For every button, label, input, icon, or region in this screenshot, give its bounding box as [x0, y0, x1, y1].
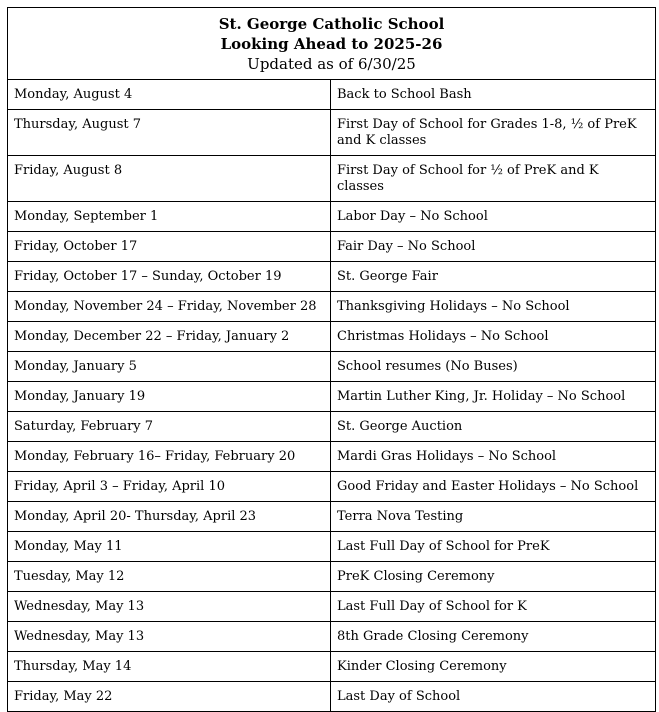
event-date: Monday, February 16– Friday, February 20: [8, 442, 331, 472]
event-description: St. George Fair: [331, 262, 656, 292]
event-description: St. George Auction: [331, 412, 656, 442]
event-description: Labor Day – No School: [331, 202, 656, 232]
event-description: First Day of School for ½ of PreK and K classes: [331, 156, 656, 202]
table-row: [8, 232, 656, 262]
table-row: [8, 292, 656, 322]
table-row: [8, 156, 656, 202]
event-date: Monday, September 1: [8, 202, 331, 232]
table-row: [8, 80, 656, 110]
table-row: [8, 532, 656, 562]
table-row: [8, 262, 656, 292]
event-description: Kinder Closing Ceremony: [331, 652, 656, 682]
event-date: Monday, January 5: [8, 352, 331, 382]
table-row: [8, 502, 656, 532]
event-date: Monday, August 4: [8, 80, 331, 110]
event-description: Last Full Day of School for K: [331, 592, 656, 622]
header-cell: [8, 8, 656, 80]
table-row: [8, 412, 656, 442]
table-row: [8, 562, 656, 592]
event-description: School resumes (No Buses): [331, 352, 656, 382]
table-row: [8, 322, 656, 352]
event-description: Last Full Day of School for PreK: [331, 532, 656, 562]
event-date: Friday, October 17 – Sunday, October 19: [8, 262, 331, 292]
table-row: [8, 682, 656, 712]
event-date: Wednesday, May 13: [8, 622, 331, 652]
updated-date: Updated as of 6/30/25: [247, 55, 416, 73]
calendar-table: [7, 7, 656, 712]
event-description: Thanksgiving Holidays – No School: [331, 292, 656, 322]
event-description: First Day of School for Grades 1-8, ½ of PreK and K classes: [331, 110, 656, 156]
event-description: Good Friday and Easter Holidays – No School: [331, 472, 656, 502]
event-date: Tuesday, May 12: [8, 562, 331, 592]
event-description: PreK Closing Ceremony: [331, 562, 656, 592]
table-row: [8, 472, 656, 502]
event-date: Friday, October 17: [8, 232, 331, 262]
event-date: Monday, November 24 – Friday, November 28: [8, 292, 331, 322]
event-date: Thursday, May 14: [8, 652, 331, 682]
event-description: Fair Day – No School: [331, 232, 656, 262]
table-row: [8, 592, 656, 622]
header-row: [8, 8, 656, 80]
event-description: Terra Nova Testing: [331, 502, 656, 532]
event-date: Friday, May 22: [8, 682, 331, 712]
event-description: Christmas Holidays – No School: [331, 322, 656, 352]
event-date: Friday, August 8: [8, 156, 331, 202]
event-description: Last Day of School: [331, 682, 656, 712]
event-description: Back to School Bash: [331, 80, 656, 110]
event-description: 8th Grade Closing Ceremony: [331, 622, 656, 652]
calendar-subtitle: Looking Ahead to 2025-26: [220, 35, 443, 53]
event-date: Saturday, February 7: [8, 412, 331, 442]
event-description: Mardi Gras Holidays – No School: [331, 442, 656, 472]
table-row: [8, 652, 656, 682]
school-name: St. George Catholic School: [218, 15, 445, 33]
event-date: Monday, January 19: [8, 382, 331, 412]
table-row: [8, 110, 656, 156]
table-row: [8, 622, 656, 652]
calendar-document: [7, 7, 655, 712]
event-date: Monday, December 22 – Friday, January 2: [8, 322, 331, 352]
table-row: [8, 442, 656, 472]
event-date: Wednesday, May 13: [8, 592, 331, 622]
event-date: Friday, April 3 – Friday, April 10: [8, 472, 331, 502]
event-date: Monday, May 11: [8, 532, 331, 562]
event-date: Monday, April 20- Thursday, April 23: [8, 502, 331, 532]
table-row: [8, 202, 656, 232]
event-description: Martin Luther King, Jr. Holiday – No School: [331, 382, 656, 412]
table-row: [8, 382, 656, 412]
event-date: Thursday, August 7: [8, 110, 331, 156]
table-row: [8, 352, 656, 382]
